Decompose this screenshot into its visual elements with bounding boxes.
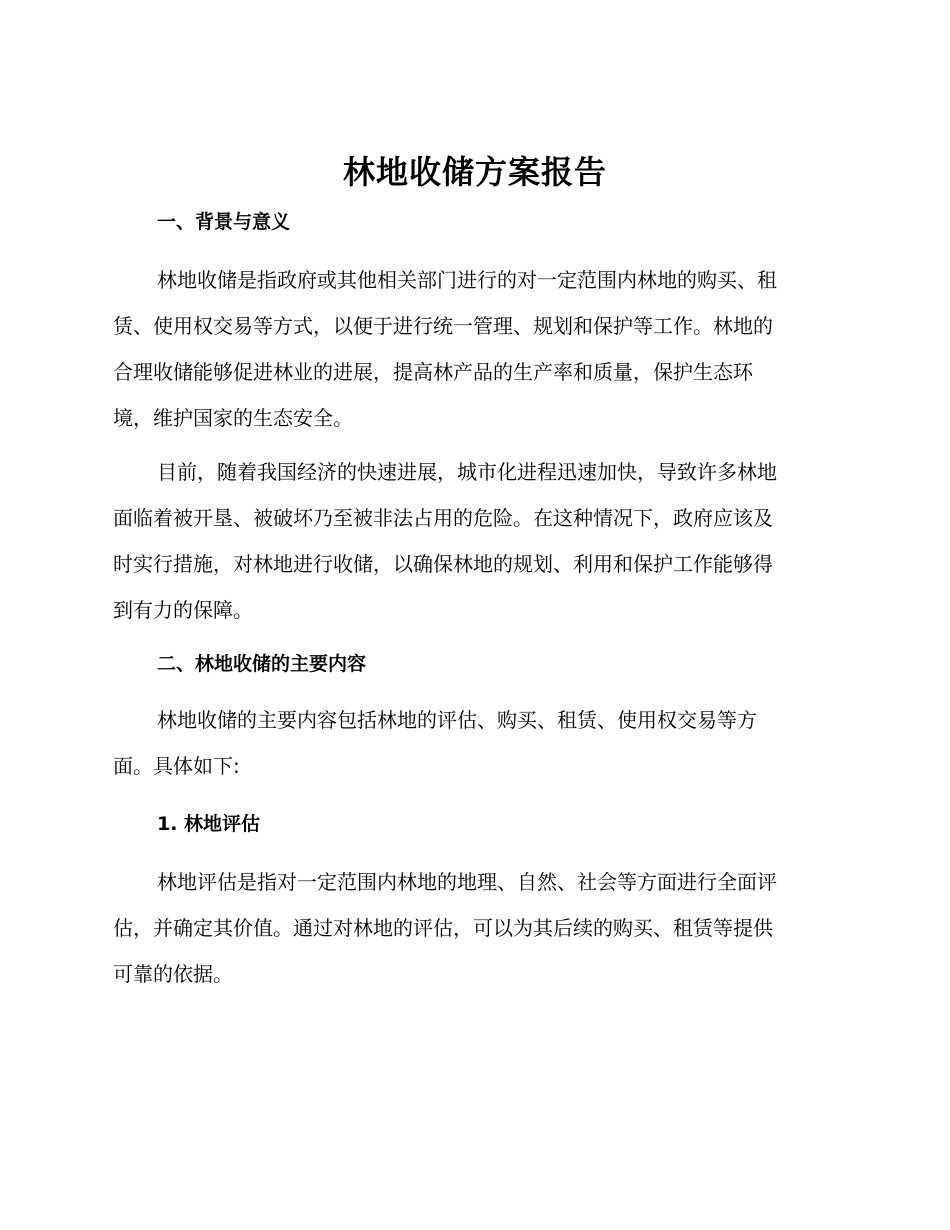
section-heading-main-content: 二、林地收储的主要内容: [157, 653, 367, 675]
paragraph-main-content-intro: [113, 697, 835, 789]
paragraph-line: 估，并确定其价值。通过对林地的评估，可以为其后续的购买、租赁等提供: [113, 916, 773, 940]
subsection-heading-assessment: 1. 林地评估: [157, 813, 261, 835]
paragraph-line: 林地收储的主要内容包括林地的评估、购买、租赁、使用权交易等方: [157, 708, 757, 732]
paragraph-line: 面临着被开垦、被破坏乃至被非法占用的危险。在这种情况下，政府应该及: [113, 506, 773, 530]
paragraph-line: 目前，随着我国经济的快速进展，城市化进程迅速加快，导致许多林地: [157, 460, 777, 484]
paragraph-line: 面。具体如下:: [113, 754, 240, 778]
paragraph-line: 时实行措施，对林地进行收储，以确保林地的规划、利用和保护工作能够得: [113, 552, 773, 576]
paragraph-line: 合理收储能够促进林业的进展，提高林产品的生产率和质量，保护生态环: [113, 360, 753, 384]
paragraph-line: 到有力的保障。: [113, 598, 253, 622]
paragraph-line: 林地评估是指对一定范围内林地的地理、自然、社会等方面进行全面评: [157, 870, 777, 894]
document-title: 林地收储方案报告: [342, 153, 607, 191]
paragraph-line: 赁、使用权交易等方式，以便于进行统一管理、规划和保护等工作。林地的: [113, 314, 773, 338]
paragraph-background-definition: [113, 257, 835, 441]
section-heading-background: 一、背景与意义: [157, 211, 291, 233]
paragraph-line: 可靠的依据。: [113, 962, 233, 986]
paragraph-line: 境，维护国家的生态安全。: [113, 406, 353, 430]
paragraph-assessment: [113, 859, 835, 997]
paragraph-background-current-situation: [113, 449, 835, 633]
paragraph-line: 林地收储是指政府或其他相关部门进行的对一定范围内林地的购买、租: [157, 268, 777, 292]
